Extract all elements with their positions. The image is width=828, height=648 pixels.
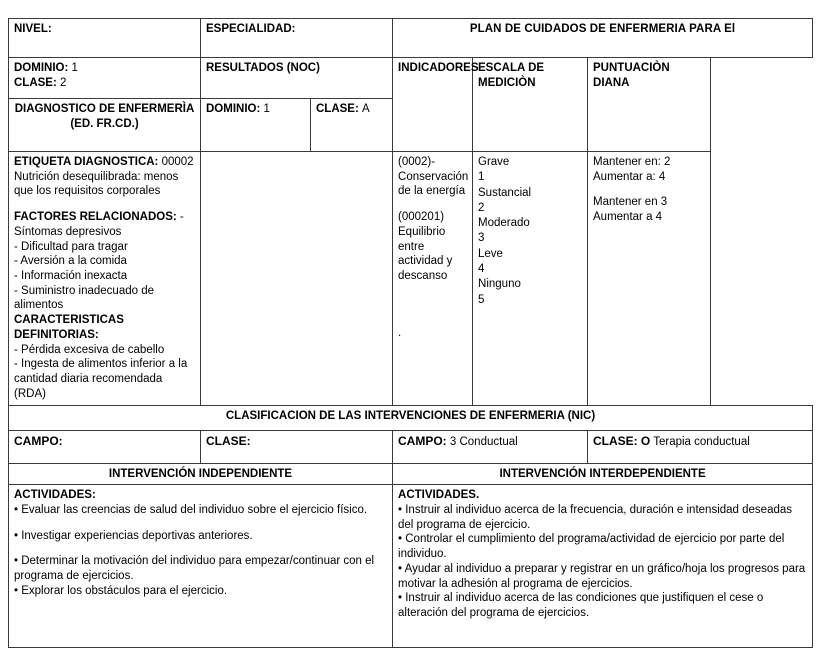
- diagnostico-title-line1: DIAGNOSTICO DE ENFERMERÌA: [14, 103, 195, 115]
- activities-independent-cell: [9, 485, 393, 648]
- indicador-text: Conservación de la energía: [398, 170, 469, 198]
- activity-item: • Evaluar las creencias de salud del individuo sobre el ejercicio físico.: [14, 503, 368, 516]
- scale-item: 3: [478, 232, 485, 245]
- especialidad-label: ESPECIALIDAD:: [206, 23, 296, 35]
- clase-right-value: Terapia conductual: [653, 435, 750, 448]
- scale-item: Grave: [478, 156, 510, 168]
- activities-independent-title: ACTIVIDADES:: [14, 489, 96, 502]
- etiqueta-label: ETIQUETA DIAGNOSTICA:: [14, 156, 159, 168]
- escala-label-line1: ESCALA DE: [478, 62, 545, 74]
- puntuacion-body-cell: [588, 152, 711, 406]
- indicadores-body-cell: [393, 152, 473, 406]
- activity-item: • Investigar experiencias deportivas anteriores.: [14, 529, 253, 542]
- clase-right-cell: [588, 430, 813, 463]
- content-row: [9, 152, 813, 406]
- campo-left-cell: [9, 430, 201, 463]
- indicador-trailing-mark: .: [398, 326, 402, 339]
- noc-dominio-cell: [201, 99, 311, 152]
- scale-item: 5: [478, 293, 485, 306]
- indicador-text: Equilibrio entre actividad y descanso: [398, 225, 453, 283]
- indicador-code: (0002)-: [398, 156, 436, 168]
- puntuacion-item: Aumentar a: 4: [593, 170, 666, 183]
- activities-row: [9, 485, 813, 648]
- activities-interdependent-title: ACTIVIDADES.: [398, 489, 480, 502]
- scale-item: Moderado: [478, 217, 530, 230]
- dominio-clase-cell: [9, 58, 201, 99]
- noc-title: RESULTADOS (NOC): [206, 62, 320, 74]
- factores-line: [14, 210, 195, 239]
- noc-dominio-label: DOMINIO:: [206, 103, 261, 115]
- scale-item: 2: [478, 201, 485, 214]
- diagnostico-title-line2: (ED. FR.CD.): [70, 117, 139, 130]
- indicadores-label: INDICADORES: [398, 62, 479, 74]
- activity-item: • Instruir al individuo acerca de las condiciones que justifiquen el cese o alteración del programa de ejercicios.: [398, 592, 764, 619]
- scale-item: Leve: [478, 247, 503, 260]
- noc-clase-cell: [311, 99, 393, 152]
- plan-title-cell: [393, 19, 813, 58]
- nic-banner: CLASIFICACION DE LAS INTERVENCIONES DE ENFERMERIA (NIC): [9, 405, 813, 430]
- nic-fields-row: [9, 430, 813, 463]
- puntuacion-header: [588, 58, 711, 152]
- noc-title-cell: [201, 58, 393, 99]
- intervention-banner-row: [9, 463, 813, 485]
- factor-item: - Información inexacta: [14, 270, 128, 283]
- activity-item: • Ayudar al individuo a preparar y registrar en un gráfico/hoja los progresos para motivar la adhesión al programa de ejercicios.: [398, 562, 806, 590]
- noc-clase-value: A: [362, 103, 370, 115]
- puntuacion-label-line2: DIANA: [593, 76, 630, 89]
- diagnostico-body-cell: [9, 152, 201, 406]
- factor-item: - Aversión a la comida: [14, 255, 127, 268]
- clase-line: [14, 76, 195, 91]
- especialidad-cell: [201, 19, 393, 58]
- campo-right-cell: [393, 430, 588, 463]
- escala-label-line2: MEDICIÒN: [478, 76, 536, 89]
- indicadores-header: [393, 58, 479, 152]
- escala-body-cell: [473, 152, 588, 406]
- noc-clase-label: CLASE:: [316, 103, 359, 115]
- clase-right-code: O: [640, 433, 651, 448]
- factor-item: - Suministro inadecuado de alimentos: [14, 284, 154, 312]
- campo-right-value: 3 Conductual: [449, 435, 518, 448]
- subheader-row-1: [9, 58, 813, 99]
- clase-right-label: CLASE:: [593, 433, 638, 448]
- scale-item: Ninguno: [478, 278, 521, 291]
- activities-interdependent-cell: [393, 485, 813, 648]
- nivel-cell: [9, 19, 201, 58]
- clase-left-cell: [201, 430, 393, 463]
- nursing-care-plan-table: [8, 18, 813, 648]
- etiqueta-text: Nutrición desequilibrada: menos que los requisitos corporales: [14, 170, 179, 198]
- clase-left-label: CLASE:: [206, 433, 251, 448]
- puntuacion-item: Mantener en 3: [593, 196, 668, 209]
- dominio-line: [14, 61, 195, 76]
- factor-item: - Dificultad para tragar: [14, 240, 128, 253]
- puntuacion-item: Aumentar a 4: [593, 211, 663, 224]
- dominio-label: DOMINIO:: [14, 62, 69, 74]
- noc-body-cell: [201, 152, 393, 406]
- dominio-value: 1: [71, 62, 78, 74]
- nivel-label: NIVEL:: [14, 23, 52, 35]
- puntuacion-item: Mantener en: 2: [593, 156, 671, 168]
- noc-dominio-value: 1: [263, 103, 270, 115]
- clase-label: CLASE:: [14, 76, 57, 89]
- activity-item: • Instruir al individuo acerca de la frecuencia, duración e intensidad deseadas del programa de ejercicio.: [398, 503, 793, 531]
- nic-banner-row: [9, 405, 813, 430]
- activity-item: • Determinar la motivación del individuo para empezar/continuar con el programa de ejercicios.: [14, 555, 375, 583]
- factores-first: - Síntomas depresivos: [14, 211, 184, 238]
- campo-right-label: CAMPO:: [398, 433, 447, 448]
- caracteristicas-label: CARACTERISTICAS DEFINITORIAS:: [14, 314, 124, 341]
- diagnostico-column-title: [9, 99, 201, 152]
- caracteristica-item: - Ingesta de alimentos inferior a la cantidad diaria recomendada (RDA): [14, 358, 188, 400]
- campo-left-label: CAMPO:: [14, 433, 63, 448]
- puntuacion-label-line1: PUNTUACIÒN: [593, 62, 670, 74]
- scale-item: 4: [478, 262, 485, 275]
- page-title: PLAN DE CUIDADOS DE ENFERMERIA PARA El: [469, 23, 736, 35]
- independiente-banner: INTERVENCIÓN INDEPENDIENTE: [9, 463, 393, 485]
- header-row: [9, 19, 813, 58]
- caracteristica-item: - Pérdida excesiva de cabello: [14, 343, 165, 356]
- escala-header: [473, 58, 588, 152]
- scale-item: Sustancial: [478, 186, 532, 199]
- interdependiente-banner: INTERVENCIÓN INTERDEPENDIENTE: [393, 463, 813, 485]
- indicador-code: (000201): [398, 211, 445, 224]
- etiqueta-line: [14, 155, 195, 170]
- clase-value: 2: [60, 76, 67, 89]
- etiqueta-code: 00002: [161, 156, 194, 168]
- activity-item: • Explorar los obstáculos para el ejercicio.: [14, 584, 228, 597]
- scale-item: 1: [478, 171, 485, 184]
- activity-item: • Controlar el cumplimiento del programa/actividad de ejercicio por parte del individuo.: [398, 533, 785, 561]
- factores-label: FACTORES RELACIONADOS:: [14, 211, 177, 224]
